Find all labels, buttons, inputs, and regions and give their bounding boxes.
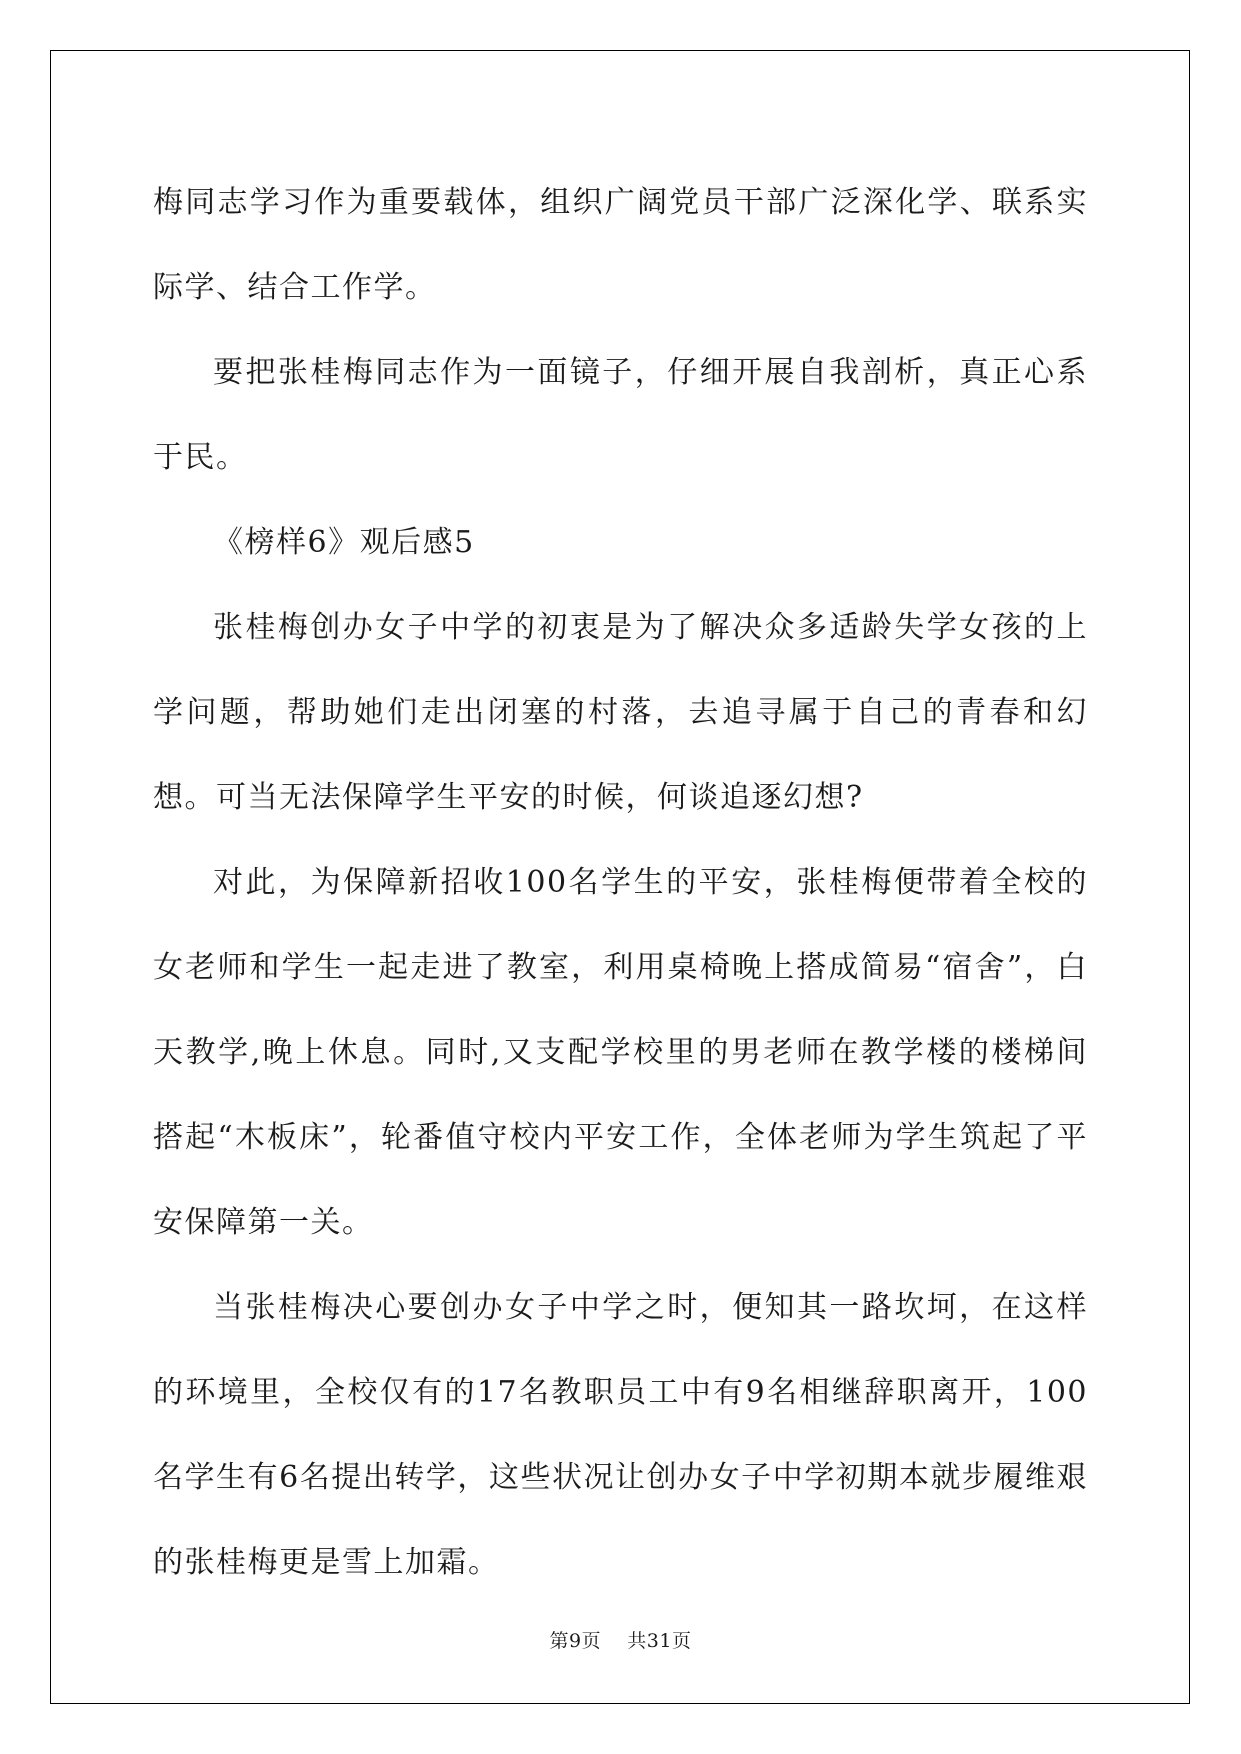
page-total: 共31页 xyxy=(627,1630,692,1652)
paragraph-4: 对此，为保障新招收100名学生的平安，张桂梅便带着全校的女老师和学生一起走进了教室，利用桌椅晚上搭成简易“宿舍”，白天教学,晚上休息。同时,又支配学校里的男老师在教学楼的楼梯间搭起“木板床”，轮番值守校内平安工作，全体老师为学生筑起了平安保障第一关。 xyxy=(153,865,1088,1240)
paragraph-3: 张桂梅创办女子中学的初衷是为了解决众多适龄失学女孩的上学问题，帮助她们走出闭塞的村落，去追寻属于自己的青春和幻想。可当无法保障学生平安的时候，何谈追逐幻想? xyxy=(153,610,1088,815)
paragraph-5: 当张桂梅决心要创办女子中学之时，便知其一路坎坷，在这样的环境里，全校仅有的17名教职员工中有9名相继辞职离开，100名学生有6名提出转学，这些状况让创办女子中学初期本就步履维艰的张桂梅更是雪上加霜。 xyxy=(153,1290,1088,1580)
page-footer xyxy=(0,1626,1241,1653)
page-number: 第9页 xyxy=(549,1630,602,1652)
paragraph-1: 梅同志学习作为重要载体，组织广阔党员干部广泛深化学、联系实际学、结合工作学。 xyxy=(153,185,1088,305)
paragraph-2: 要把张桂梅同志作为一面镜子，仔细开展自我剖析，真正心系于民。 xyxy=(153,355,1088,475)
section-heading: 《榜样6》观后感5 xyxy=(213,525,475,560)
document-body xyxy=(153,160,1088,1605)
